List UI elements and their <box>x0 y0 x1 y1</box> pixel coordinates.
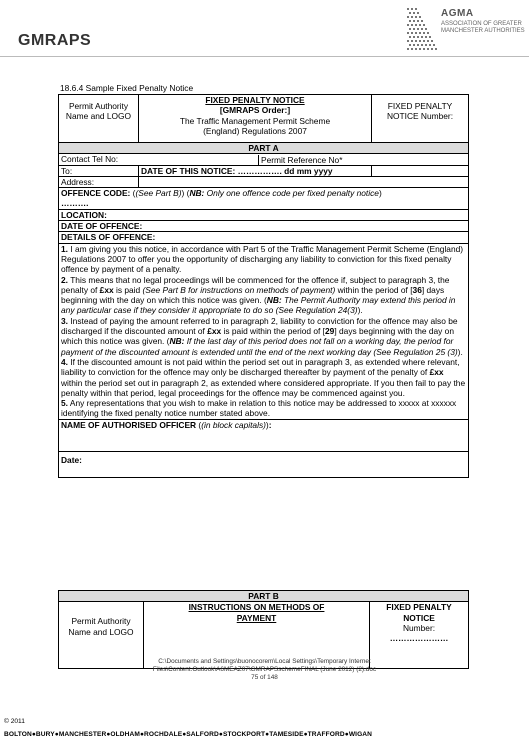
date-field[interactable] <box>59 451 469 477</box>
paragraph-2: 2. This means that no legal proceedings will be commenced for the offence if, subject to paragraph 3, the penalty of £xx is paid (See Part B for instructions on methods of payment) within the period of [36] days beginning with the day on which this notice was given. (NB: The Permit Authority may extend this period in any particular case if they consider it appropriate to do so (See Regulation 24(3)). <box>61 274 456 316</box>
details-of-offence-label: DETAILS OF OFFENCE: <box>59 232 469 243</box>
address-label: Address: <box>61 176 95 187</box>
permit-ref-label: Permit Reference No* <box>258 155 342 165</box>
location-label: LOCATION: <box>59 209 469 220</box>
permit-ref-field[interactable] <box>372 154 469 165</box>
section-caption: 18.6.4 Sample Fixed Penalty Notice <box>60 83 194 93</box>
fpn-number-cell <box>372 95 469 143</box>
notice-title: FIXED PENALTY NOTICE <box>205 95 305 105</box>
officer-name-label: NAME OF AUTHORISED OFFICER <box>61 419 197 430</box>
footer-page-number: 75 of 148 <box>251 674 278 681</box>
offence-code-cell: OFFENCE CODE: ((See Part B)) (NB: Only one offence code per fixed penalty notice) ………. <box>59 188 469 210</box>
part-b-label: PART B <box>59 591 469 602</box>
notice-title-cell <box>139 95 372 143</box>
paragraph-4: 4. If the discounted amount is not paid within the period set out in paragraph 3, as extended where relevant, liability to conviction for the offence may only be discharged thereafter by payment of the penalty of £xx within the period set out in paragraph 2, as extended where considered appropriate. If you then fail to pay the penalty within that period, legal proceedings for the offence may be commenced against you. <box>61 356 466 398</box>
payment-instructions-heading: INSTRUCTIONS ON METHODS OF PAYMENT <box>144 602 370 669</box>
paragraph-5: 5. Any representations that you wish to make in relation to this notice may be addressed to xxxxx at xxxxxx identifying the fixed penalty notice number stated above. <box>61 398 457 419</box>
offence-code-ref: (See Part B) <box>135 188 182 199</box>
offence-code-label: OFFENCE CODE: <box>61 188 131 199</box>
offence-code-dots: ………. <box>61 198 89 209</box>
logo-agma-subtitle: ASSOCIATION OF GREATER MANCHESTER AUTHORITIES <box>441 21 525 34</box>
fpn-number-text: FIXED PENALTY NOTICE Number: <box>386 101 454 122</box>
to-label: To: <box>61 165 73 176</box>
part-b-permit-authority: Permit Authority Name and LOGO <box>59 602 144 669</box>
officer-name-field[interactable]: NAME OF AUTHORISED OFFICER ((in block capitals)): <box>59 419 469 451</box>
paragraph-3: 3. Instead of paying the amount referred to in paragraph 2, liability to conviction for the offence may also be discharged if the discounted amount of £xx is paid within the period of [29] days beginning with the day on which this notice was given. (NB: If the last day of this period does not fall on a working day, the period for payment of the discounted amount is extended until the end of the next working day (See Regulation 25 (3)). <box>61 315 463 357</box>
contact-tel-label: Contact Tel No: <box>61 154 119 165</box>
footer-path-1: C:\Documents and Settings\buonocorem\Local Settings\Temporary Internet <box>158 658 371 665</box>
date-label: Date: <box>61 454 82 465</box>
date-of-offence-label: DATE OF OFFENCE: <box>59 221 469 232</box>
to-field[interactable] <box>59 165 139 176</box>
offence-nb-label: NB: <box>189 188 205 199</box>
footer-towns: BOLTON●BURY●MANCHESTER●OLDHAM●ROCHDALE●SALFORD●STOCKPORT●TAMESIDE●TRAFFORD●WIGAN <box>4 731 373 738</box>
part-b-number-dots: ………………… <box>389 633 449 644</box>
part-a-label: PART A <box>59 143 469 154</box>
footer-path-2: Files\Content.Outlook\A6MEAZ07\GMRAPSschemeFINAL (June 2012) (2).doc <box>152 666 377 673</box>
logo-agma-text: AGMA <box>441 8 474 19</box>
paragraph-1: 1. I am giving you this notice, in accordance with Part 5 of the Traffic Management Permit Scheme (England) Regulations 2007 to offer you the opportunity of discharging any liability to conviction for this fixed penalty offence by payment of a penalty. <box>61 243 464 275</box>
paragraphs-cell <box>59 243 469 419</box>
header-row <box>59 95 469 143</box>
address-value[interactable] <box>139 176 469 187</box>
offence-nb-text: Only one offence code per fixed penalty notice <box>206 188 379 199</box>
permit-authority-text: Permit Authority Name and LOGO <box>65 101 132 122</box>
header-rule <box>0 56 529 57</box>
date-of-notice: DATE OF THIS NOTICE: ……………. dd mm yyyy <box>139 165 372 176</box>
to-blank <box>372 165 469 176</box>
scheme-text: The Traffic Management Permit Scheme (England) Regulations 2007 <box>179 115 331 136</box>
officer-name-note: (in block capitals) <box>201 419 266 430</box>
order-text: [GMRAPS Order:] <box>219 105 291 116</box>
part-a-table <box>58 94 469 478</box>
agma-logo-mark-icon <box>404 6 440 52</box>
agma-logo <box>404 6 524 52</box>
part-b-number-label: Number: <box>402 622 436 633</box>
part-b-fpn-title: FIXED PENALTY NOTICE <box>386 602 452 623</box>
address-field[interactable] <box>59 176 139 187</box>
permit-authority-cell <box>59 95 139 143</box>
page-title: GMRAPS <box>18 32 92 49</box>
copyright: © 2011 <box>4 718 25 725</box>
